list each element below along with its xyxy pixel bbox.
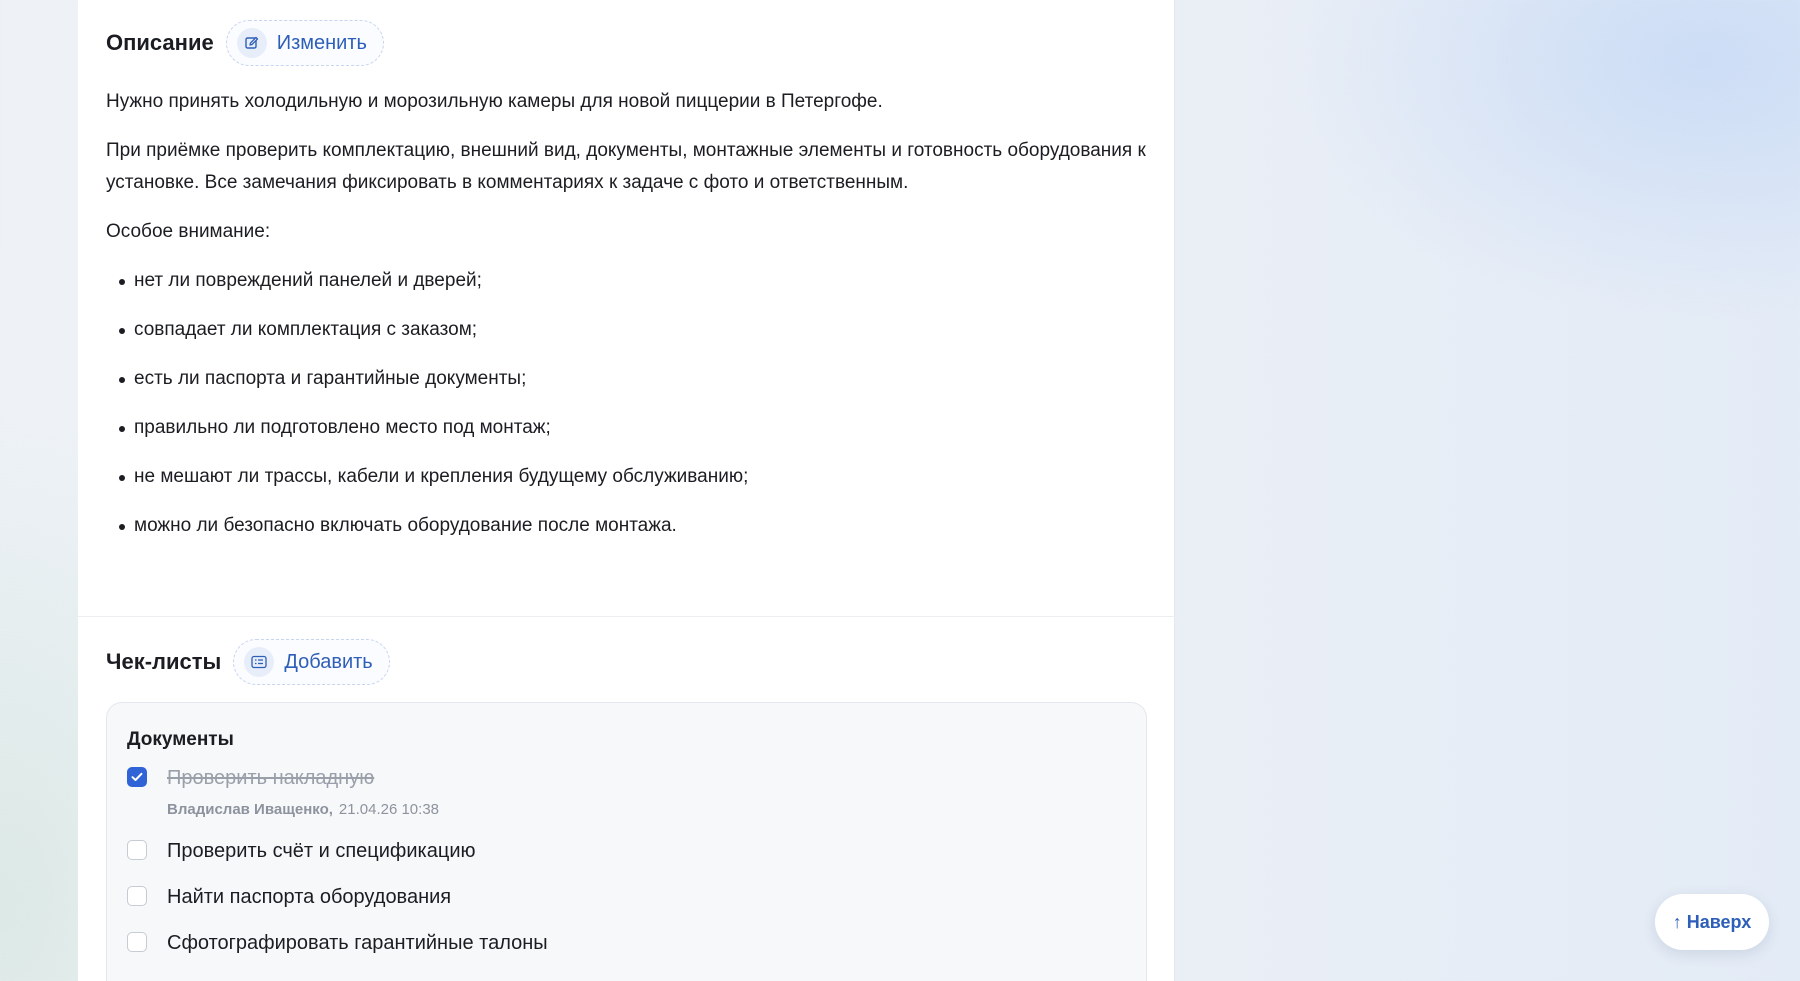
attention-item: совпадает ли комплектация с заказом; [106, 314, 1146, 346]
attention-item: можно ли безопасно включать оборудование после монтажа. [106, 510, 1146, 542]
description-paragraph: При приёмке проверить комплектацию, внешний вид, документы, монтажные элементы и готовность оборудования к установке. Все замечания фиксировать в комментариях к задаче с фото и ответственным. [106, 140, 1146, 193]
checklist-checkbox[interactable] [127, 840, 147, 860]
checklists-section [106, 639, 1146, 981]
description-body [106, 86, 1146, 542]
attention-list [106, 265, 1146, 542]
description-paragraph: Нужно принять холодильную и морозильную камеры для новой пиццерии в Петергофе. [106, 91, 883, 112]
section-divider [78, 616, 1175, 617]
checklists-title: Чек-листы [106, 649, 222, 674]
checklist-checkbox[interactable] [127, 932, 147, 952]
checklist-item-meta [167, 801, 1126, 818]
completed-at: 21.04.26 10:38 [338, 801, 439, 818]
checklist-item-text[interactable]: Сфотографировать гарантийные талоны [167, 932, 548, 954]
checklist-item-text[interactable]: Найти паспорта оборудования [167, 886, 452, 908]
description-section [106, 20, 1146, 559]
check-icon [131, 772, 143, 782]
edit-description-label: Изменить [276, 31, 367, 54]
checklist-checkbox[interactable] [127, 767, 147, 787]
description-title: Описание [106, 30, 214, 55]
attention-item: правильно ли подготовлено место под монтаж; [106, 412, 1146, 444]
checklist-item [127, 765, 1126, 791]
completed-by: Владислав Иващенко, [167, 801, 333, 818]
checklist-item [127, 838, 1126, 864]
checklist-title: Документы [127, 729, 234, 750]
description-header [106, 20, 1146, 66]
checklist-item-text[interactable]: Проверить накладную [167, 767, 375, 789]
attention-item: нет ли повреждений панелей и дверей; [106, 265, 1146, 297]
task-card [78, 0, 1175, 981]
scroll-to-top-button[interactable]: ↑ Наверх [1655, 894, 1769, 950]
checklist-item [127, 930, 1126, 956]
checklist-card [106, 702, 1147, 981]
add-checklist-button[interactable] [233, 639, 389, 685]
checklist-icon [244, 647, 274, 677]
edit-description-button[interactable] [226, 20, 384, 66]
attention-item: не мешают ли трассы, кабели и крепления будущему обслуживанию; [106, 461, 1146, 493]
description-paragraph: Особое внимание: [106, 221, 271, 242]
checklists-header [106, 639, 1146, 685]
add-checklist-label: Добавить [284, 650, 373, 673]
checklist-item-text[interactable]: Проверить счёт и спецификацию [167, 840, 476, 862]
checklist-item [127, 884, 1126, 910]
checklist-checkbox[interactable] [127, 886, 147, 906]
edit-icon [237, 28, 267, 58]
attention-item: есть ли паспорта и гарантийные документы; [106, 363, 1146, 395]
